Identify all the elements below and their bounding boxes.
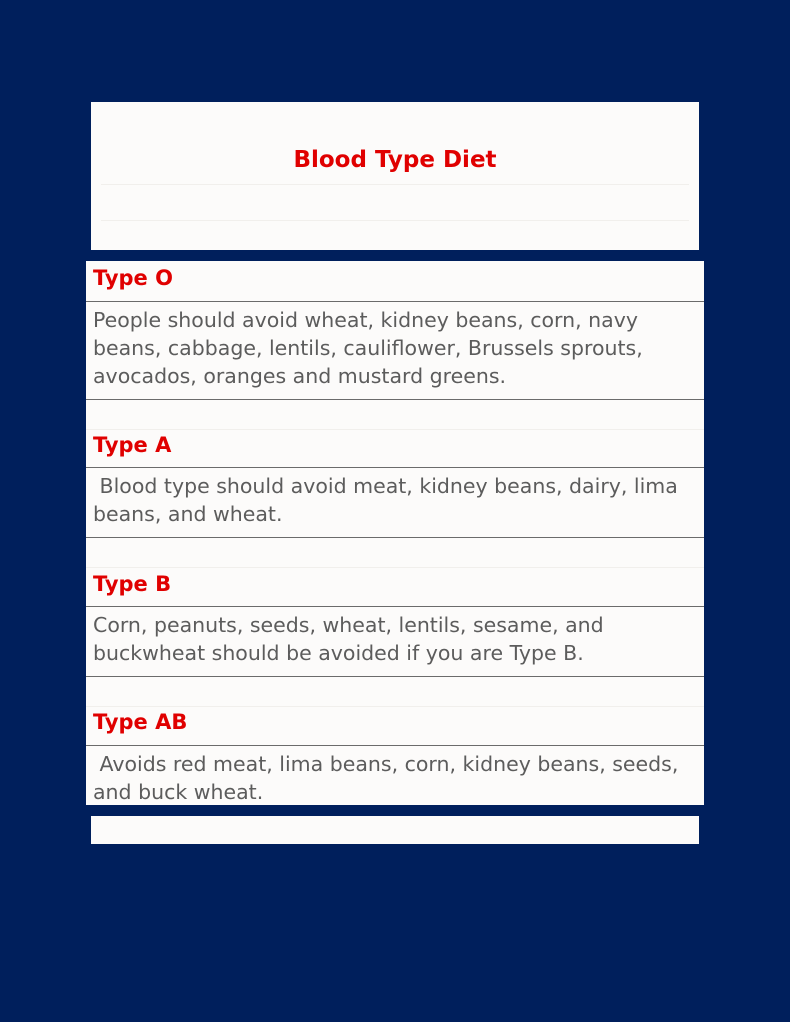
footer-panel <box>91 816 699 844</box>
section-text-row-type-a <box>86 468 704 538</box>
section-text: People should avoid wheat, kidney beans, corn, navy beans, cabbage, lentils, cauliflower, Brussels sprouts, avocados, oranges and mustard greens. <box>93 308 650 388</box>
section-heading-row-type-a <box>86 400 704 468</box>
section-heading: Type AB <box>93 710 188 734</box>
section-heading-row-type-ab <box>86 677 704 746</box>
section-heading-row-type-o <box>86 261 704 302</box>
divider <box>101 184 689 185</box>
section-heading-row-type-b <box>86 538 704 607</box>
section-heading: Type O <box>93 266 173 290</box>
page-title: Blood Type Diet <box>293 147 497 173</box>
divider <box>101 220 689 221</box>
section-text-row-type-o <box>86 302 704 400</box>
section-heading: Type B <box>93 572 172 596</box>
section-heading: Type A <box>93 433 172 457</box>
section-text-row-type-b <box>86 607 704 677</box>
diet-table <box>86 261 704 805</box>
section-text: Blood type should avoid meat, kidney beans, dairy, lima beans, and wheat. <box>93 474 685 526</box>
divider <box>86 567 704 568</box>
divider <box>86 429 704 430</box>
title-panel <box>91 102 699 250</box>
section-text: Avoids red meat, lima beans, corn, kidney beans, seeds, and buck wheat. <box>93 752 685 804</box>
section-text: Corn, peanuts, seeds, wheat, lentils, sesame, and buckwheat should be avoided if you are Type B. <box>93 613 611 665</box>
section-text-row-type-ab <box>86 746 704 805</box>
